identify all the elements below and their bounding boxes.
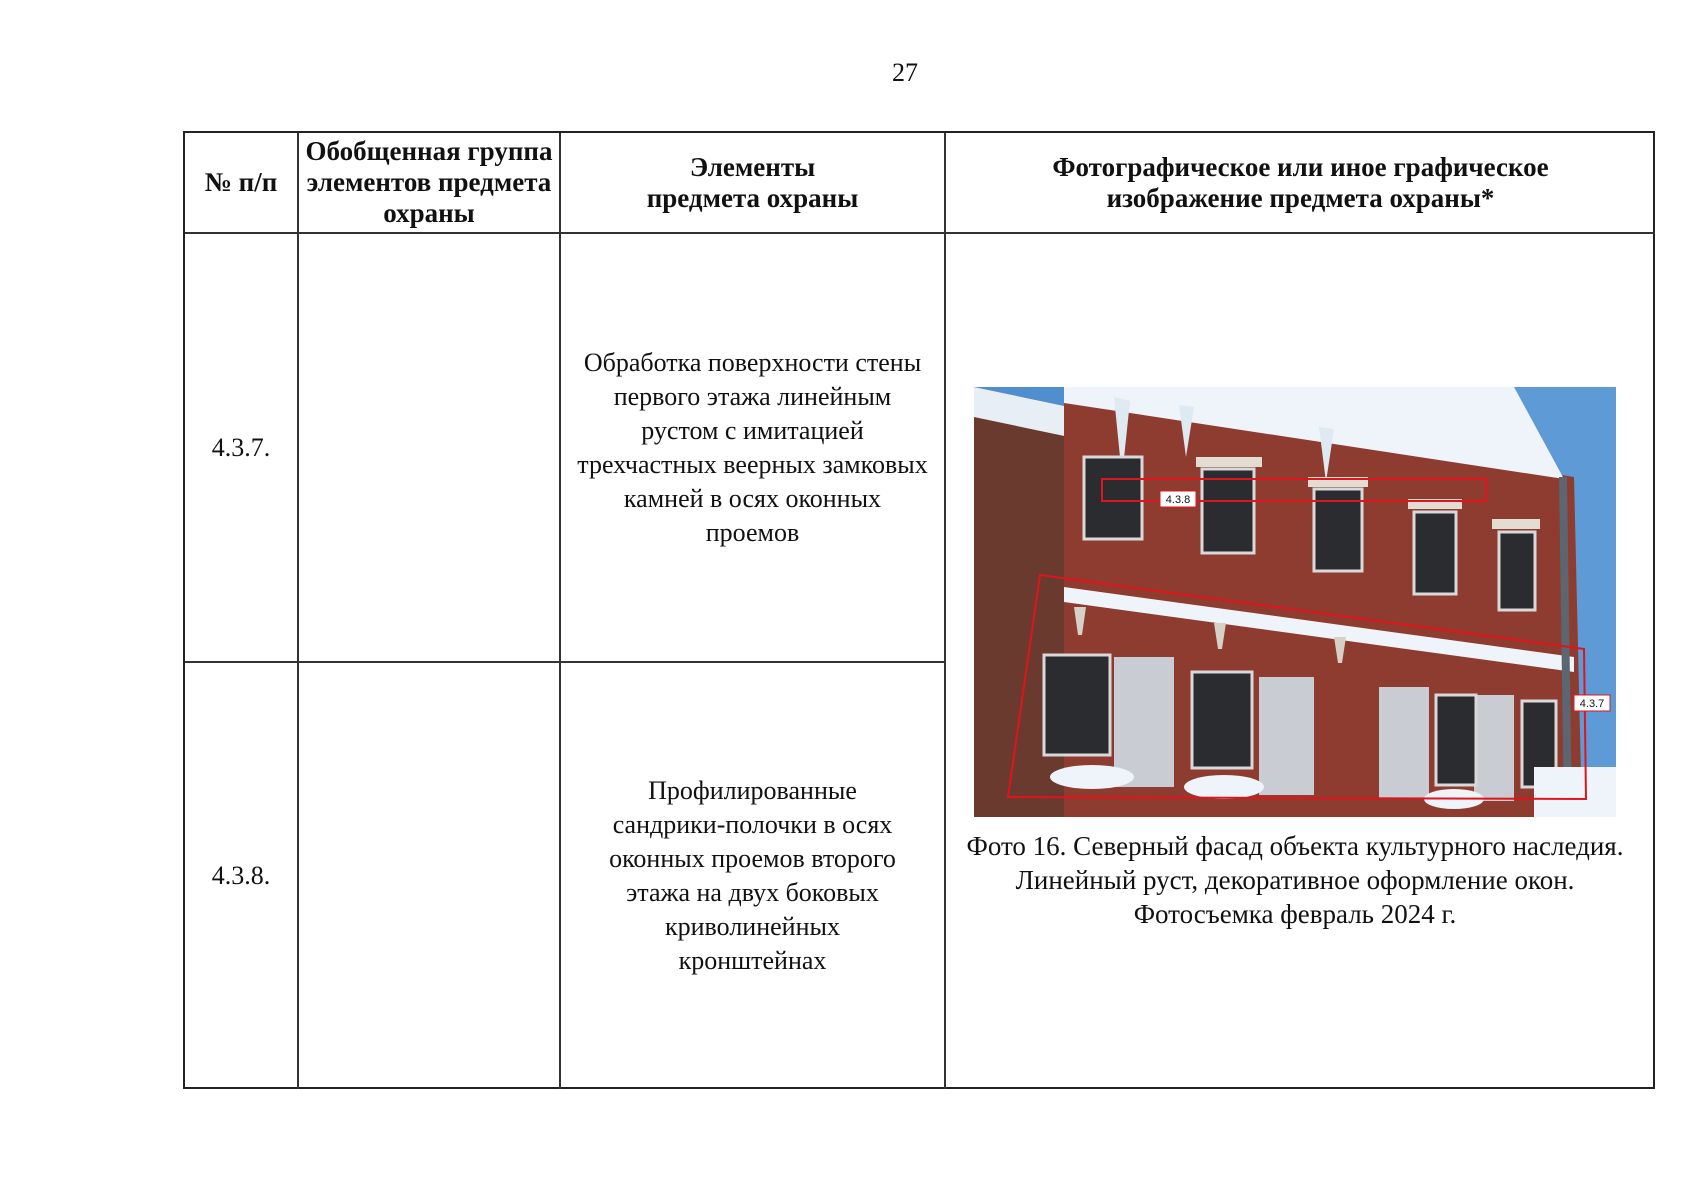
row-group (299, 234, 559, 661)
facade-photo (974, 387, 1616, 817)
header-group: Обобщенная группа элементов предмета охраны (305, 136, 553, 228)
column-divider (944, 133, 946, 1089)
protection-table (183, 131, 1655, 1089)
header-image: Фотографическое или иное графическое изображение предмета охраны* (1052, 151, 1549, 213)
label-4-3-8: 4.3.8 (1165, 494, 1191, 506)
row-element: Обработка поверхности стены первого этажа линейным рустом с имитацией трехчастных веерных замковых камней в осях оконных проемов (577, 347, 928, 547)
photo-caption: Фото 16. Северный фасад объекта культурного наследия. Линейный руст, декоративное оформление окон. Фотосъемка февраль 2024 г. (966, 831, 1624, 929)
label-4-3-7: 4.3.7 (1579, 698, 1605, 710)
header-num: № п/п (204, 167, 278, 197)
page-number: 27 (892, 58, 918, 87)
row-num: 4.3.7. (211, 432, 271, 462)
row-element: Профилированные сандрики-полочки в осях оконных проемов второго этажа на двух боковых криволинейных кронштейнах (609, 776, 896, 975)
row-group (299, 663, 559, 1089)
header-elements: Элементы предмета охраны (646, 151, 859, 213)
row-num: 4.3.8. (211, 861, 271, 890)
